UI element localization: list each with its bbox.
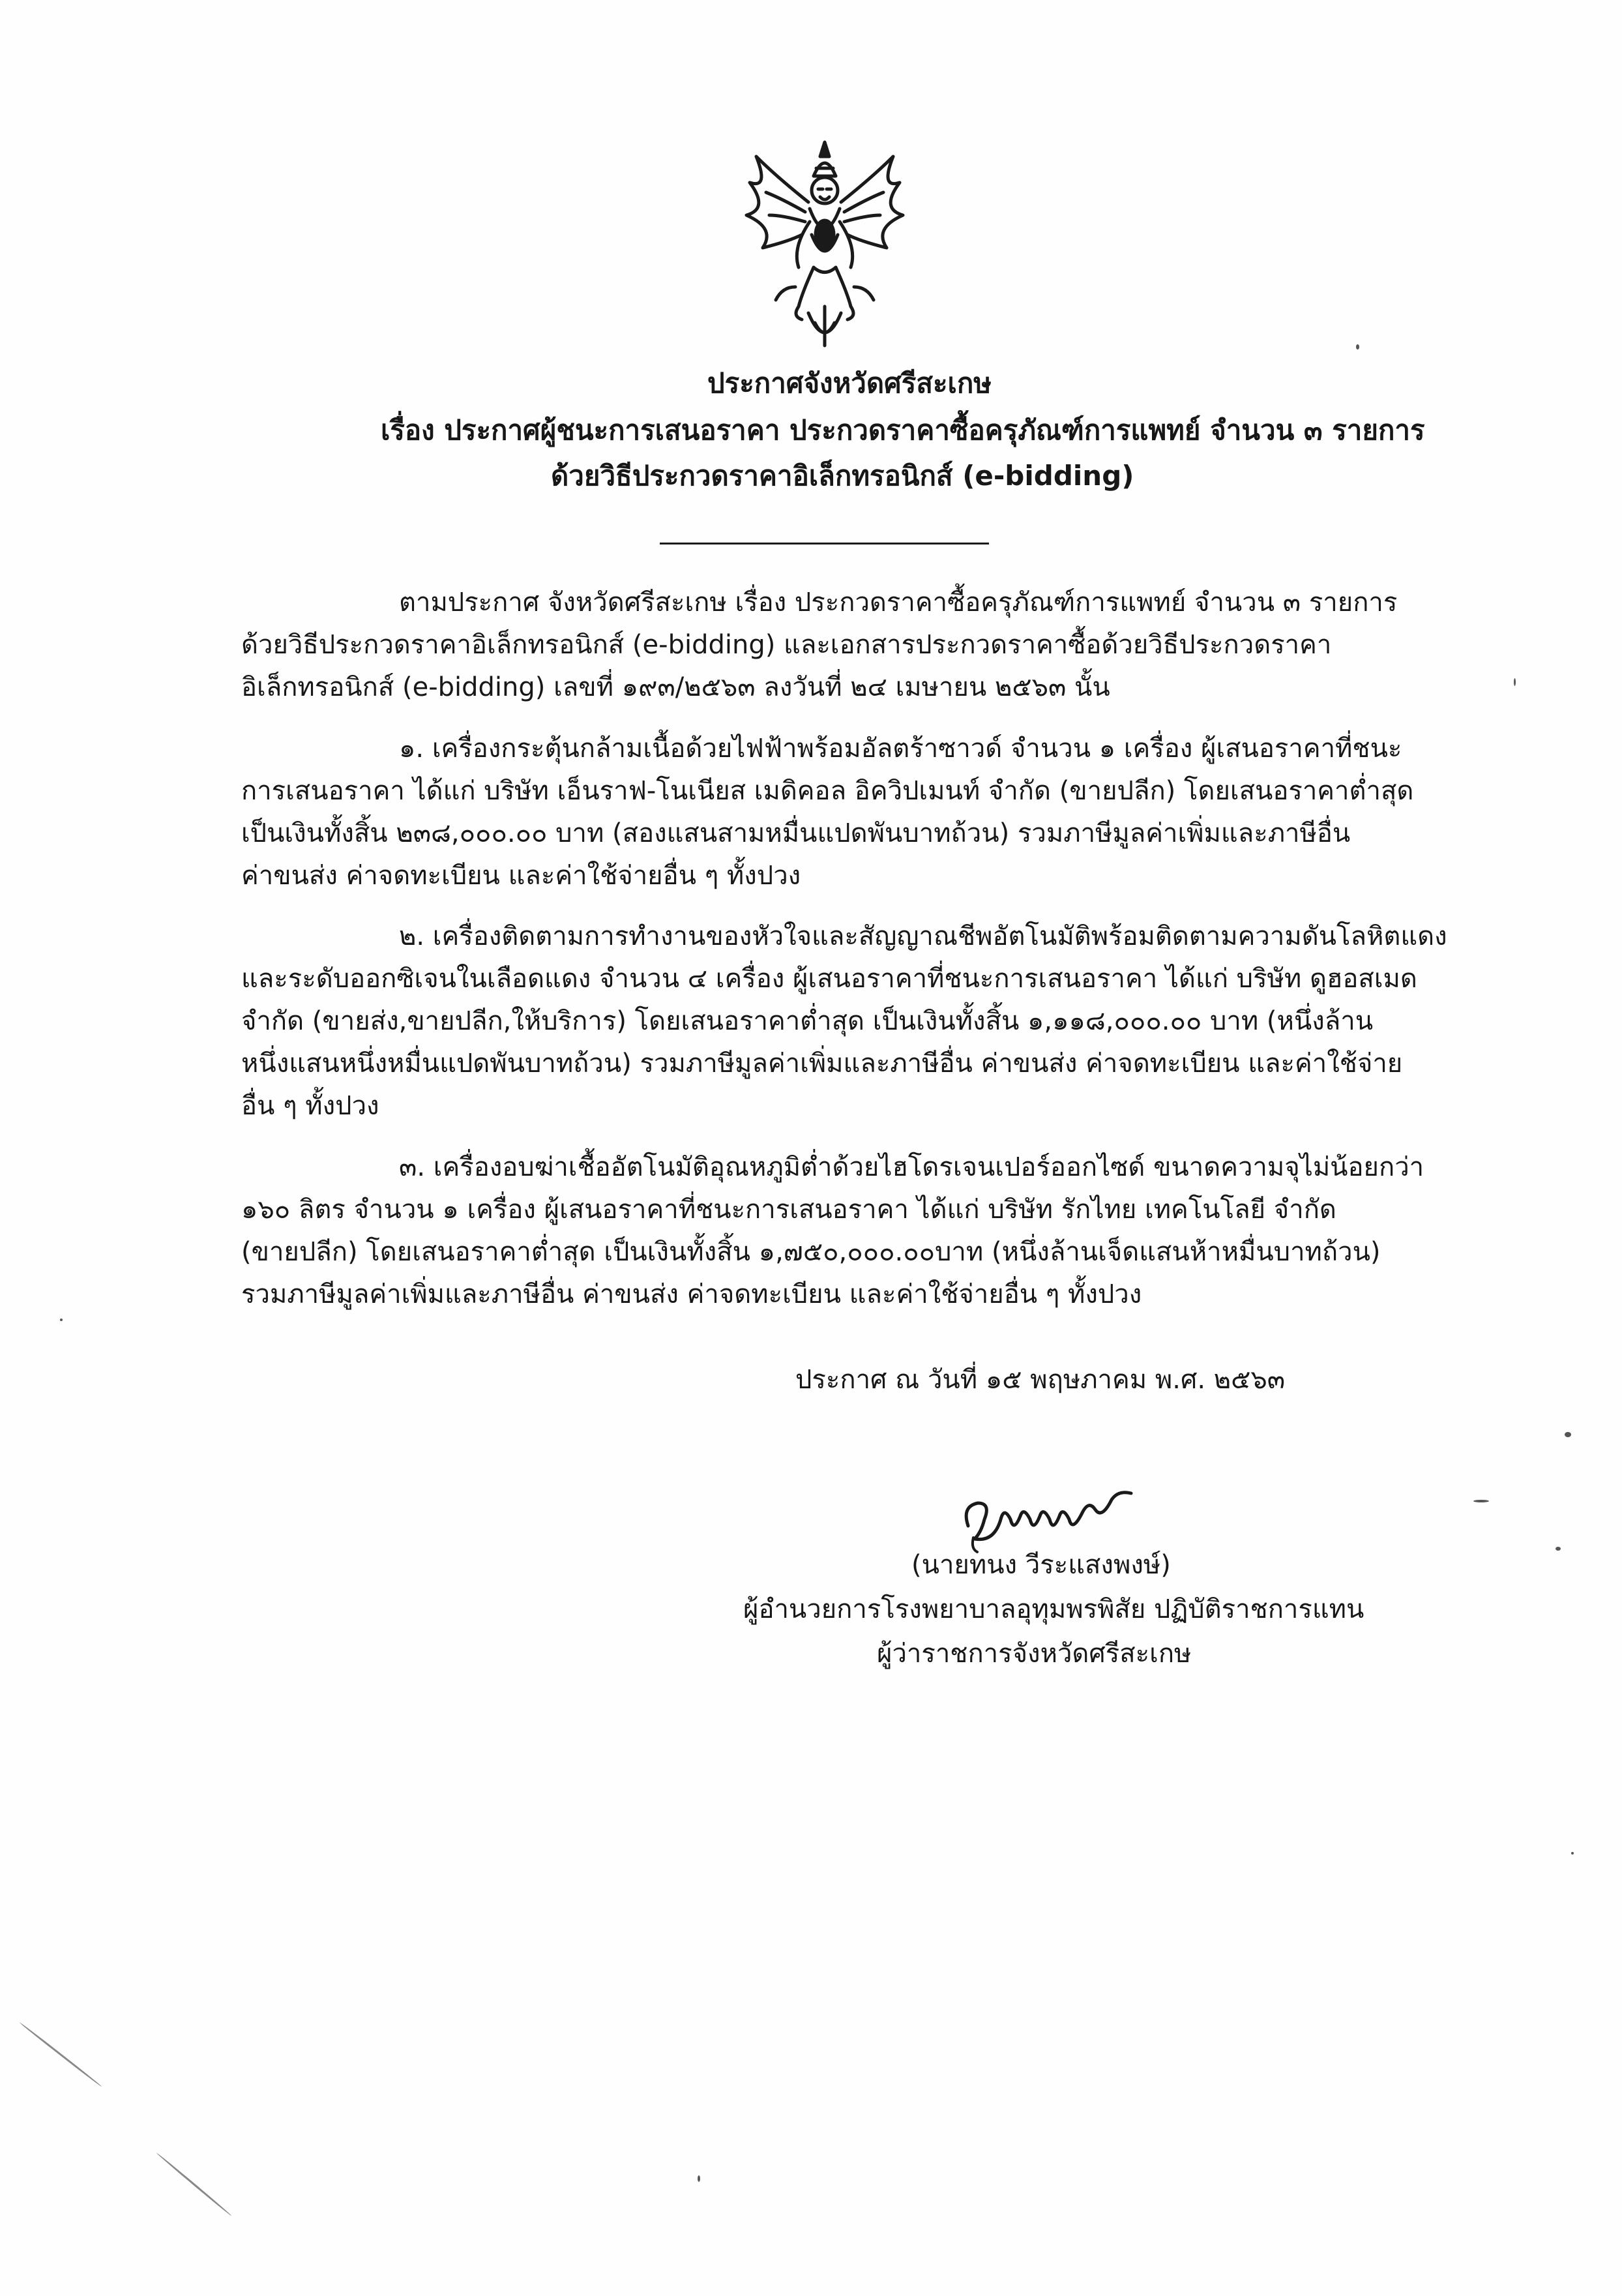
item-2-line-4: หนึ่งแสนหนึ่งหมื่นแปดพันบาทถ้วน) รวมภาษีมูลค่าเพิ่มและภาษีอื่น ค่าขนส่ง ค่าจดทะเบียน และค่าใช้จ่าย bbox=[241, 1049, 1403, 1079]
scan-speck bbox=[698, 2175, 700, 2182]
item-3-line-3: (ขายปลีก) โดยเสนอราคาต่ำสุด เป็นเงินทั้งสิ้น ๑,๗๕๐,๐๐๐.๐๐บาท (หนึ่งล้านเจ็ดแสนห้าหมื่นบาทถ้วน) bbox=[241, 1237, 1381, 1267]
document-title: ประกาศจังหวัดศรีสะเกษ bbox=[707, 367, 992, 399]
scan-streak bbox=[156, 2152, 232, 2216]
item-2-line-2: และระดับออกซิเจนในเลือดแดง จำนวน ๔ เครื่อง ผู้เสนอราคาที่ชนะการเสนอราคา ได้แก่ บริษัท ดูฮอสเมด bbox=[241, 964, 1417, 994]
intro-line-2: ด้วยวิธีประกวดราคาอิเล็กทรอนิกส์ (e-bidding) และเอกสารประกวดราคาซื้อด้วยวิธีประกวดราคา bbox=[241, 630, 1332, 660]
item-2-line-5: อื่น ๆ ทั้งปวง bbox=[241, 1091, 379, 1121]
item-1-line-1: ๑. เครื่องกระตุ้นกล้ามเนื้อด้วยไฟฟ้าพร้อมอัลตร้าซาวด์ จำนวน ๑ เครื่อง ผู้เสนอราคาที่ชนะ bbox=[399, 734, 1402, 764]
title-divider bbox=[660, 543, 989, 544]
item-1-line-4: ค่าขนส่ง ค่าจดทะเบียน และค่าใช้จ่ายอื่น ๆ ทั้งปวง bbox=[241, 861, 801, 891]
item-3-line-2: ๑๖๐ ลิตร จำนวน ๑ เครื่อง ผู้เสนอราคาที่ชนะการเสนอราคา ได้แก่ บริษัท รักไทย เทคโนโลยี จำกัด bbox=[241, 1195, 1336, 1225]
signatory-name: (นายทนง วีระแสงพงษ์) bbox=[911, 1550, 1171, 1580]
scan-speck bbox=[60, 1319, 63, 1321]
item-3-line-4: รวมภาษีมูลค่าเพิ่มและภาษีอื่น ค่าขนส่ง ค่าจดทะเบียน และค่าใช้จ่ายอื่น ๆ ทั้งปวง bbox=[241, 1279, 1142, 1309]
intro-line-3: อิเล็กทรอนิกส์ (e-bidding) เลขที่ ๑๙๓/๒๕๖๓ ลงวันที่ ๒๔ เมษายน ๒๕๖๓ นั้น bbox=[241, 672, 1110, 702]
scan-speck bbox=[1565, 1432, 1571, 1437]
signatory-title-2: ผู้ว่าราชการจังหวัดศรีสะเกษ bbox=[877, 1639, 1192, 1669]
item-2-line-3: จำกัด (ขายส่ง,ขายปลีก,ให้บริการ) โดยเสนอราคาต่ำสุด เป็นเงินทั้งสิ้น ๑,๑๑๘,๐๐๐.๐๐ บาท (หนึ่งล้าน bbox=[241, 1006, 1374, 1036]
scan-speck bbox=[1571, 1852, 1574, 1855]
item-1-line-2: การเสนอราคา ได้แก่ บริษัท เอ็นราฟ-โนเนียส เมดิคอล อิควิปเมนท์ จำกัด (ขายปลีก) โดยเสนอราคาต่ำสุด bbox=[241, 776, 1414, 806]
scan-speck bbox=[1473, 1500, 1489, 1502]
garuda-emblem-icon bbox=[737, 137, 913, 352]
announcement-date: ประกาศ ณ วันที่ ๑๕ พฤษภาคม พ.ศ. ๒๕๖๓ bbox=[795, 1365, 1286, 1395]
subject-line-2: ด้วยวิธีประกวดราคาอิเล็กทรอนิกส์ (e-bidding) bbox=[551, 460, 1134, 492]
signatory-title-1: ผู้อำนวยการโรงพยาบาลอุทุมพรพิสัย ปฏิบัติราชการแทน bbox=[743, 1594, 1364, 1624]
item-2-line-1: ๒. เครื่องติดตามการทำงานของหัวใจและสัญญาณชีพอัตโนมัติพร้อมติดตามความดันโลหิตแดง bbox=[399, 921, 1447, 951]
scan-speck bbox=[1356, 344, 1359, 350]
scan-streak bbox=[19, 2021, 102, 2087]
item-3-line-1: ๓. เครื่องอบฆ่าเชื้ออัตโนมัติอุณหภูมิต่ำด้วยไฮโดรเจนเปอร์ออกไซด์ ขนาดความจุไม่น้อยกว่า bbox=[399, 1152, 1424, 1182]
item-1-line-3: เป็นเงินทั้งสิ้น ๒๓๘,๐๐๐.๐๐ บาท (สองแสนสามหมื่นแปดพันบาทถ้วน) รวมภาษีมูลค่าเพิ่มและภาษีอื่น bbox=[241, 818, 1351, 848]
scan-speck bbox=[1556, 1547, 1561, 1551]
scan-speck bbox=[1514, 678, 1516, 686]
subject-line-1: เรื่อง ประกาศผู้ชนะการเสนอราคา ประกวดราคาซื้อครุภัณฑ์การแพทย์ จำนวน ๓ รายการ bbox=[381, 414, 1425, 446]
intro-line-1: ตามประกาศ จังหวัดศรีสะเกษ เรื่อง ประกวดราคาซื้อครุภัณฑ์การแพทย์ จำนวน ๓ รายการ bbox=[399, 588, 1398, 618]
